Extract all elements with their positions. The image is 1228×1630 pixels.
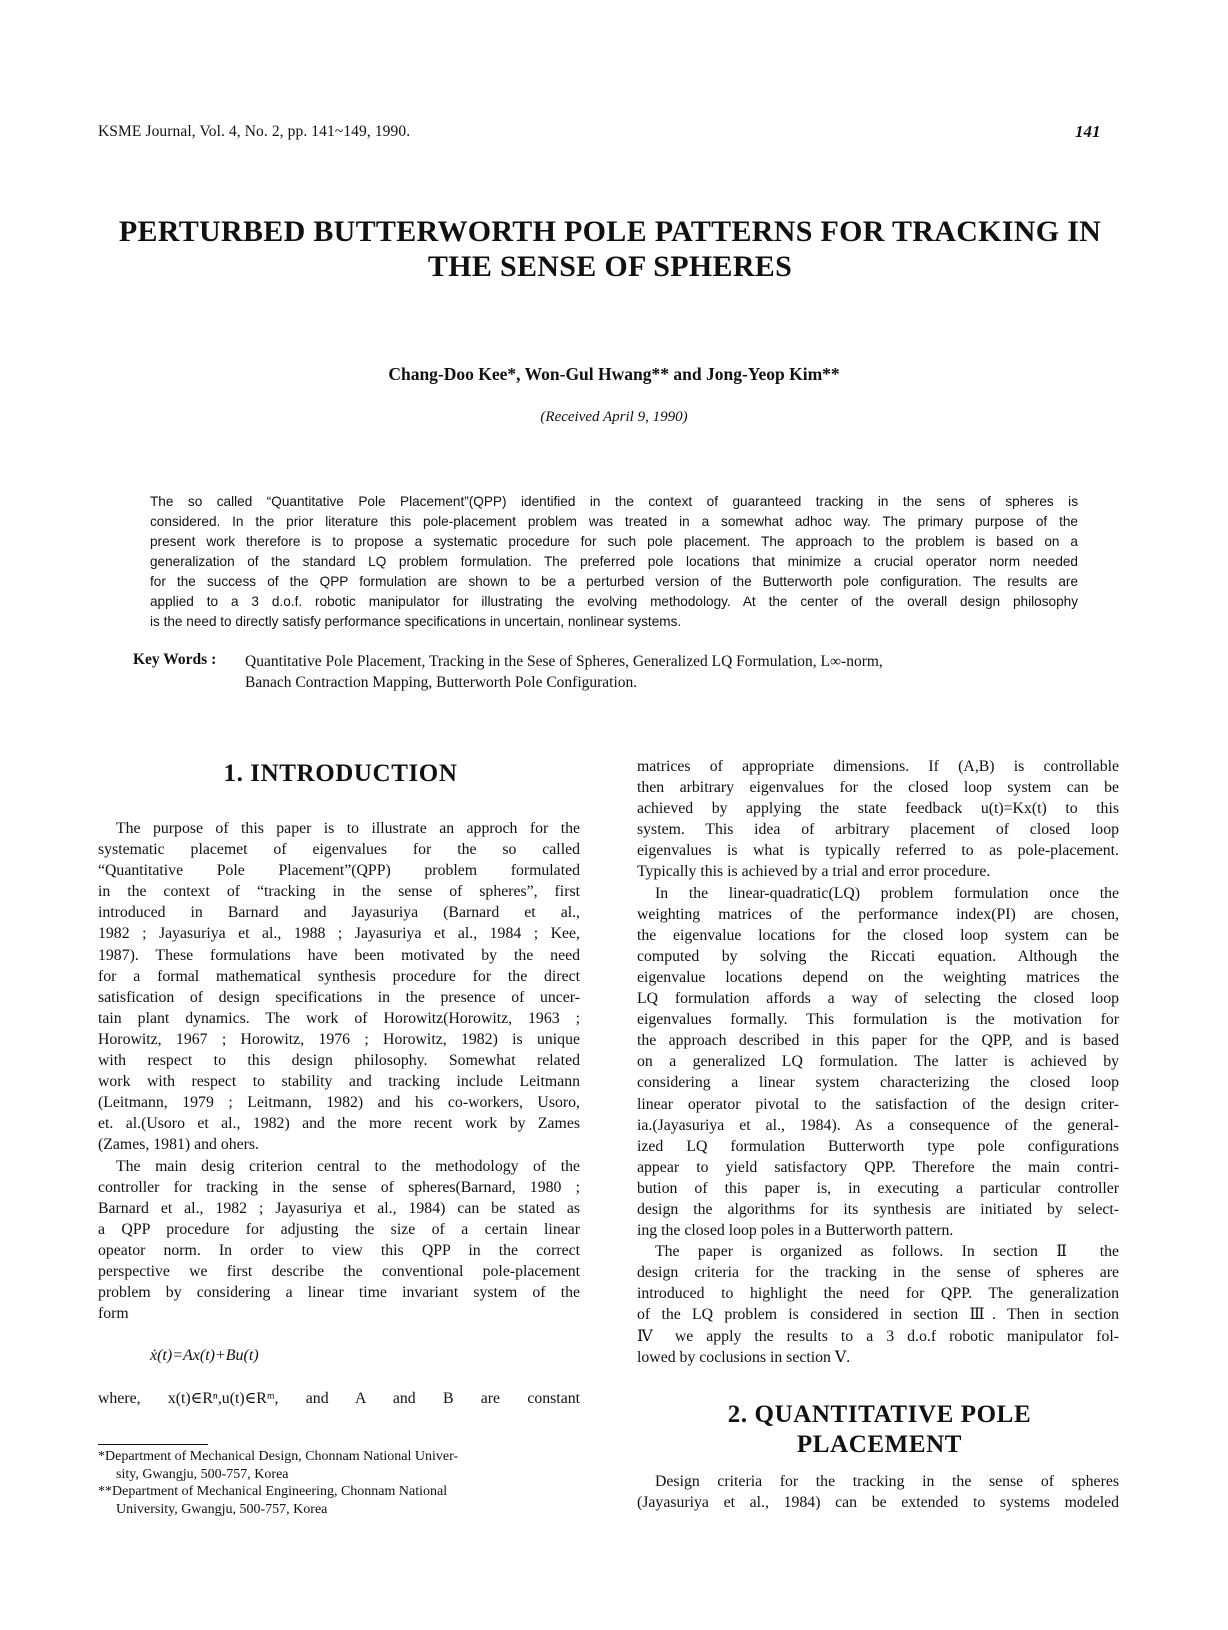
right-column: [637, 756, 1119, 1368]
text-line: 1982 ; Jayasuriya et al., 1988 ; Jayasuriya et al., 1984 ; Kee,: [98, 925, 580, 943]
section-2-heading-line: 2. QUANTITATIVE POLE: [727, 1401, 1032, 1428]
abstract-line: considered. In the prior literature this pole-placement problem was treated in a somewhat adhoc way. The primary purpose of the: [150, 514, 1078, 529]
text-line: (Zames, 1981) and ohers.: [98, 1136, 259, 1154]
right-paragraph-3: [637, 1241, 1119, 1368]
text-line: achieved by applying the state feedback u(t)=Kx(t) to this: [637, 800, 1119, 818]
text-line: eigenvalues formally. This formulation is the motivation for: [637, 1011, 1119, 1029]
text-line: opeator norm. In order to view this QPP in the correct: [98, 1241, 580, 1259]
received-date: (Received April 9, 1990): [540, 409, 688, 425]
abstract-line: for the success of the QPP formulation are shown to be a perturbed version of the Butterworth pole configuration. The results are: [150, 574, 1078, 589]
footnote-line: University, Gwangju, 500-757, Korea: [116, 1501, 328, 1517]
abstract-line: The so called “Quantitative Pole Placement”(QPP) identified in the context of guaranteed tracking in the sens of spheres is: [150, 494, 1078, 509]
footnote-line: *Department of Mechanical Design, Chonnam National Univer-: [98, 1449, 459, 1464]
text-line: introduced in Barnard and Jayasuriya (Barnard et al.,: [98, 904, 580, 922]
text-line: perspective we first describe the conventional pole-placement: [98, 1262, 580, 1280]
text-line: satisfication of design specifications in the presence of uncer-: [98, 988, 580, 1006]
text-line: the eigenvalue locations for the closed loop system can be: [637, 926, 1119, 944]
key-words-line: Banach Contraction Mapping, Butterworth Pole Configuration.: [245, 674, 638, 691]
text-line: on a generalized LQ formulation. The latter is achieved by: [637, 1053, 1119, 1071]
text-line: eigenvalues is what is typically referred to as pole-placement.: [637, 842, 1119, 860]
text-line: 1987). These formulations have been motivated by the need: [98, 946, 580, 964]
text-line: Horowitz, 1967 ; Horowitz, 1976 ; Horowitz, 1982) is unique: [98, 1030, 580, 1048]
section-2-paragraph: [637, 1471, 1119, 1513]
text-line: with respect to this design philosophy. Somewhat related: [98, 1052, 580, 1070]
text-line: (Jayasuriya et al., 1984) can be extended to systems modeled: [637, 1494, 1119, 1512]
text-line: eigenvalue locations depend on the weighting matrices the: [637, 968, 1119, 986]
footnote-rule: [98, 1444, 208, 1445]
text-line: design criteria for the tracking in the sense of spheres are: [637, 1264, 1119, 1282]
text-line: introduced to highlight the need for QPP. The generalization: [637, 1285, 1119, 1303]
text-line: “Quantitative Pole Placement”(QPP) problem formulated: [98, 862, 580, 880]
section-2-heading-line: PLACEMENT: [796, 1431, 963, 1458]
abstract: [150, 492, 1078, 632]
right-paragraph-2: [637, 883, 1119, 1242]
title-line: THE SENSE OF SPHERES: [427, 250, 793, 283]
text-line: work with respect to stability and tracking include Leitmann: [98, 1073, 580, 1091]
abstract-line: generalization of the standard LQ problem formulation. The preferred pole locations that minimize a crucial operator norm needed: [150, 554, 1078, 569]
text-line: Barnard et al., 1982 ; Jayasuriya et al., 1984) can be stated as: [98, 1199, 580, 1217]
text-line: In the linear-quadratic(LQ) problem formulation once the: [655, 884, 1119, 902]
text-line: The paper is organized as follows. In section Ⅱ the: [655, 1243, 1119, 1261]
text-line: design the algorithms for its synthesis are initiated by select-: [637, 1200, 1119, 1218]
paper-title: [70, 214, 1150, 284]
footnote-line: sity, Gwangju, 500-757, Korea: [116, 1466, 289, 1482]
text-line: form: [98, 1305, 129, 1323]
text-line: tain plant dynamics. The work of Horowitz(Horowitz, 1963 ;: [98, 1009, 580, 1027]
journal-reference: KSME Journal, Vol. 4, No. 2, pp. 141~149, 1990.: [98, 123, 411, 140]
where-line: [98, 1388, 580, 1409]
section-2-heading: [637, 1400, 1122, 1460]
text-line: for a formal mathematical synthesis procedure for the direct: [98, 967, 580, 985]
text-line: et. al.(Usoro et al., 1982) and the more recent work by Zames: [98, 1115, 580, 1133]
abstract-line: is the need to directly satisfy performance specifications in uncertain, nonlinear systems.: [150, 614, 682, 629]
where-text: where, x(t)∈Rⁿ,u(t)∈Rᵐ, and A and B are constant: [98, 1390, 580, 1407]
text-line: system. This idea of arbitrary placement of closed loop: [637, 821, 1119, 839]
text-line: of the LQ problem is considered in section Ⅲ. Then in section: [637, 1306, 1119, 1324]
text-line: controller for tracking in the sense of spheres(Barnard, 1980 ;: [98, 1178, 580, 1196]
text-line: weighting matrices of the performance index(PI) are chosen,: [637, 905, 1119, 923]
text-line: ia.(Jayasuriya et al., 1984). As a consequence of the general-: [637, 1116, 1119, 1134]
text-line: ing the closed loop poles in a Butterworth pattern.: [637, 1222, 954, 1240]
text-line: computed by solving the Riccati equation. Although the: [637, 947, 1119, 965]
text-line: in the context of “tracking in the sense of spheres”, first: [98, 883, 580, 901]
text-line: problem by considering a linear time invariant system of the: [98, 1284, 580, 1302]
abstract-line: present work therefore is to propose a systematic procedure for such pole placement. The approach to the problem is based on a: [150, 534, 1078, 549]
text-line: Ⅳ we apply the results to a 3 d.o.f robotic manipulator fol-: [637, 1327, 1119, 1345]
footnotes: [98, 1448, 583, 1518]
text-line: the approach described in this paper for the QPP, and is based: [637, 1032, 1119, 1050]
text-line: ized LQ formulation Butterworth type pole configurations: [637, 1137, 1119, 1155]
footnote-line: **Department of Mechanical Engineering, Chonnam National: [98, 1484, 448, 1499]
text-line: Typically this is achieved by a trial and error procedure.: [637, 863, 991, 881]
section-1-heading: 1. INTRODUCTION: [223, 760, 458, 787]
right-paragraph-1: [637, 756, 1119, 883]
text-line: considering a linear system characterizing the closed loop: [637, 1074, 1119, 1092]
text-line: matrices of appropriate dimensions. If (A,B) is controllable: [637, 758, 1119, 775]
text-line: appear to yield satisfactory QPP. Therefore the main contri-: [637, 1158, 1119, 1176]
text-line: LQ formulation affords a way of selecting the closed loop: [637, 990, 1119, 1008]
text-line: a QPP procedure for adjusting the size of a certain linear: [98, 1220, 580, 1238]
intro-paragraph-1: [98, 818, 580, 1156]
text-line: lowed by coclusions in section Ⅴ.: [637, 1348, 851, 1366]
title-line: PERTURBED BUTTERWORTH POLE PATTERNS FOR TRACKING IN: [118, 215, 1102, 248]
key-words-line: Quantitative Pole Placement, Tracking in the Sese of Spheres, Generalized LQ Formulation, L∞-norm,: [245, 653, 883, 670]
text-line: bution of this paper is, in executing a particular controller: [637, 1179, 1119, 1197]
text-line: The purpose of this paper is to illustrate an approch for the: [116, 820, 580, 837]
state-equation: ẋ(t)=Ax(t)+Bu(t): [150, 1347, 259, 1364]
abstract-line: applied to a 3 d.o.f. robotic manipulator for illustrating the evolving methodology. At the center of the overall design philosophy: [150, 594, 1078, 609]
text-line: linear operator pivotal to the satisfaction of the design criter-: [637, 1095, 1119, 1113]
authors: Chang-Doo Kee*, Won-Gul Hwang** and Jong-Yeop Kim**: [388, 364, 840, 384]
intro-paragraph-2: [98, 1156, 580, 1325]
text-line: The main desig criterion central to the methodology of the: [116, 1157, 580, 1175]
text-line: Design criteria for the tracking in the sense of spheres: [655, 1473, 1119, 1490]
text-line: (Leitmann, 1979 ; Leitmann, 1982) and his co-workers, Usoro,: [98, 1094, 580, 1112]
left-column: [98, 818, 580, 1324]
key-words-label: Key Words :: [133, 651, 217, 668]
key-words: [245, 651, 1095, 693]
text-line: then arbitrary eigenvalues for the closed loop system can be: [637, 779, 1119, 797]
page-number: 141: [1075, 122, 1101, 141]
text-line: systematic placemet of eigenvalues for the so called: [98, 841, 580, 859]
